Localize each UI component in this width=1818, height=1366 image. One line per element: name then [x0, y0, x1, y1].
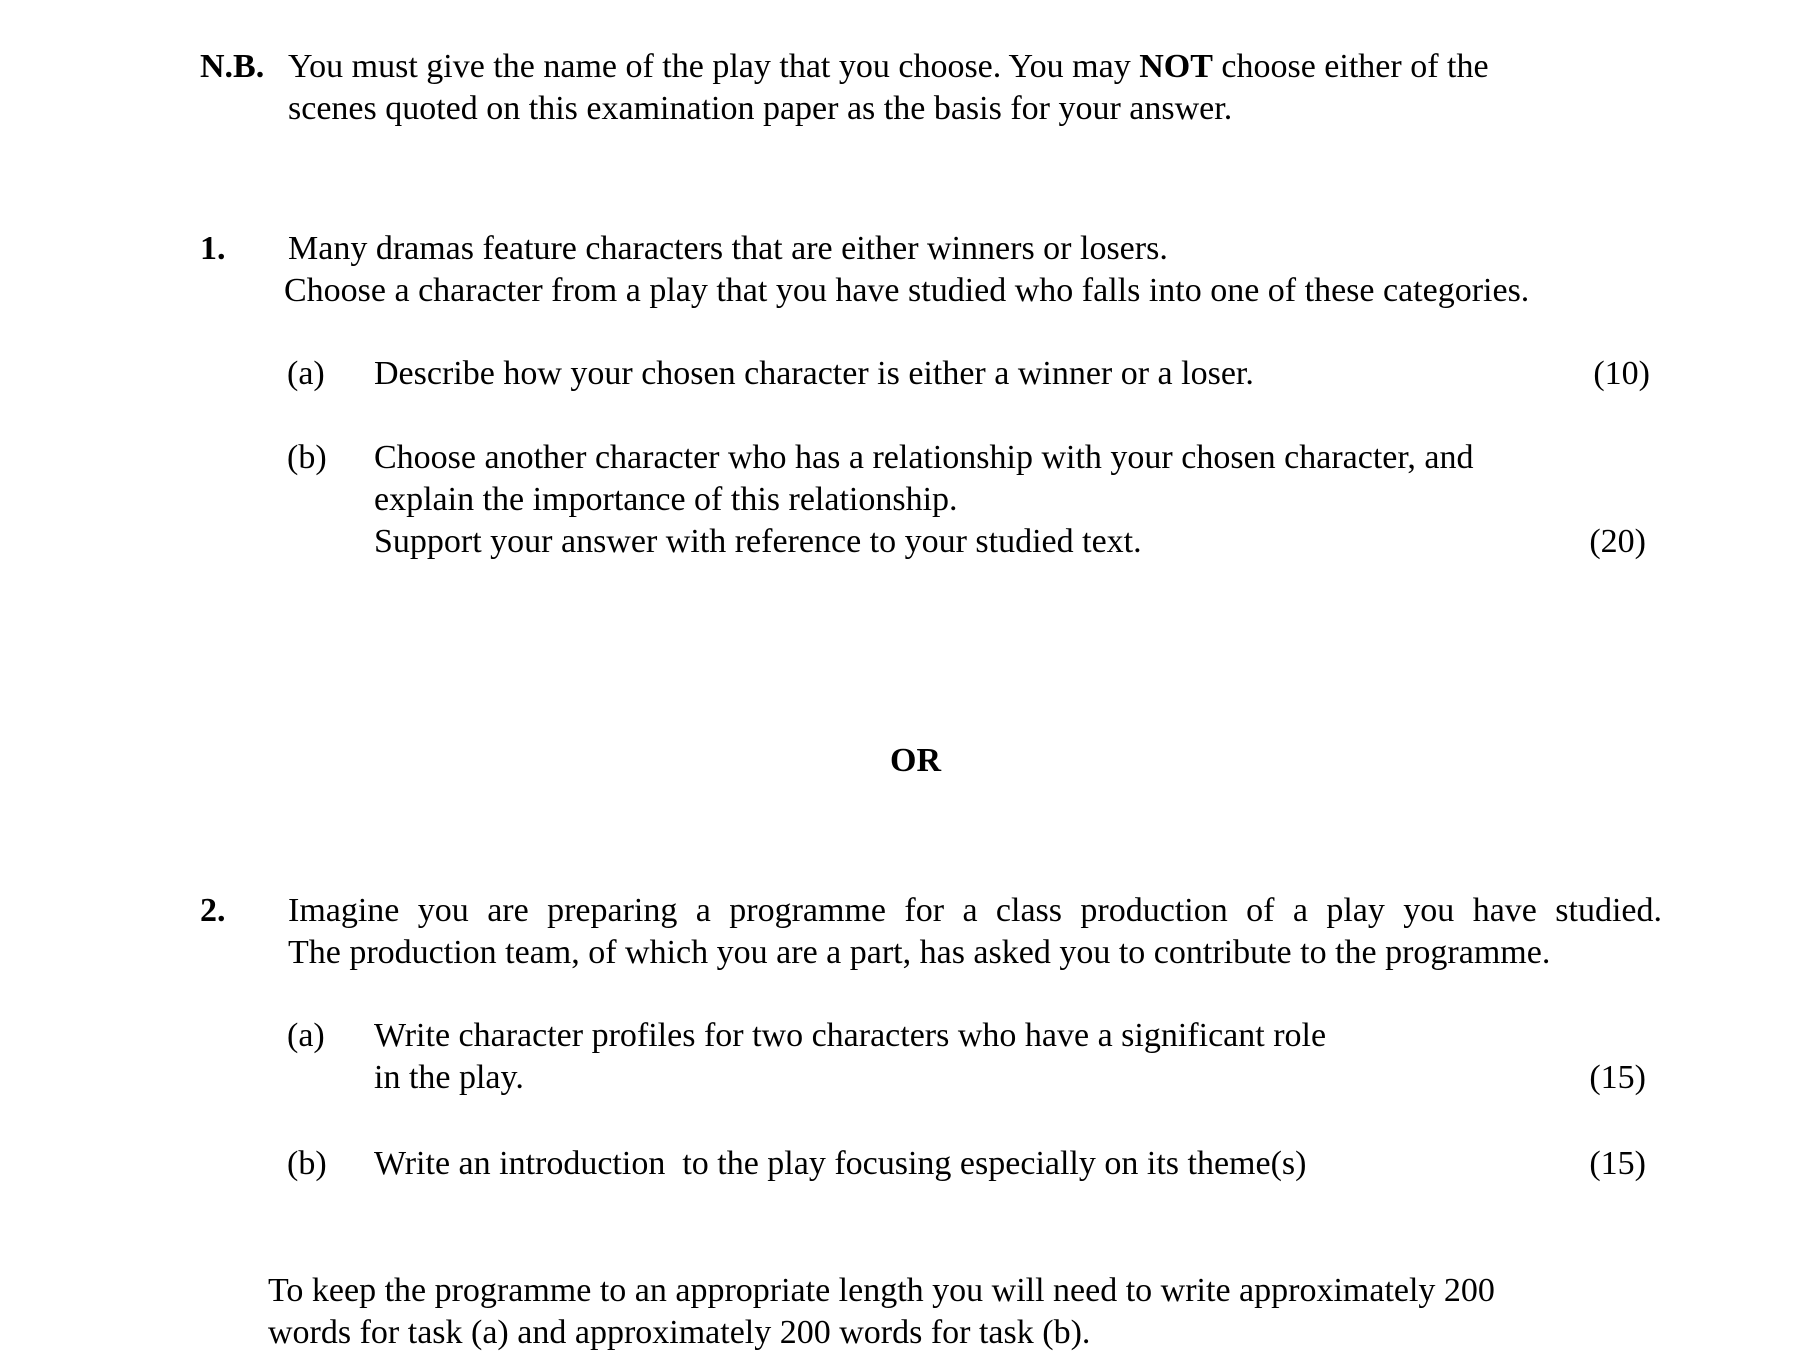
question-1-intro-line-1: Many dramas feature characters that are either winners or losers.: [288, 230, 1168, 267]
question-1-number: 1.: [200, 230, 226, 267]
nb-emphasis-not: NOT: [1139, 48, 1213, 85]
nb-line-1: [288, 46, 1489, 88]
part-text-line: explain the importance of this relationship.: [374, 481, 958, 518]
part-text-line: Write an introduction to the play focusing especially on its theme(s): [374, 1145, 1307, 1182]
marks: (15): [1589, 1145, 1646, 1182]
length-note-line-1: To keep the programme to an appropriate length you will need to write approximately 200: [268, 1272, 1495, 1309]
part-text-line: Write character profiles for two characters who have a significant role: [374, 1017, 1327, 1054]
part-text-line: Choose another character who has a relationship with your chosen character, and: [374, 439, 1474, 476]
part-label: (a): [287, 355, 325, 392]
length-note-line-2: words for task (a) and approximately 200 words for task (b).: [268, 1314, 1091, 1351]
or-separator: [0, 698, 1818, 782]
nb-line-2: scenes quoted on this examination paper as the basis for your answer.: [288, 90, 1233, 127]
question-1-intro-line-2: Choose a character from a play that you have studied who falls into one of these categories.: [284, 272, 1530, 309]
marks: (20): [1589, 523, 1646, 560]
marks: (10): [1593, 355, 1650, 392]
nb-label: N.B.: [200, 48, 265, 85]
part-label: (b): [287, 1145, 327, 1182]
or-label: OR: [890, 742, 941, 779]
nb-line-1-text-end: choose either of the: [1212, 48, 1489, 85]
part-text-line: Describe how your chosen character is either a winner or a loser.: [374, 355, 1254, 392]
marks: (15): [1589, 1059, 1646, 1096]
part-text-line: in the play.: [374, 1059, 524, 1096]
question-2-intro-line-2: The production team, of which you are a part, has asked you to contribute to the programme.: [288, 934, 1551, 971]
nb-line-1-text: You must give the name of the play that you choose. You may: [288, 48, 1140, 85]
part-label: (a): [287, 1017, 325, 1054]
part-label: (b): [287, 439, 327, 476]
question-2-number: 2.: [200, 892, 226, 929]
question-2-intro-line-1: Imagine you are preparing a programme for a class production of a play you have studied.: [288, 892, 1662, 929]
part-text-line: Support your answer with reference to your studied text.: [374, 523, 1142, 560]
